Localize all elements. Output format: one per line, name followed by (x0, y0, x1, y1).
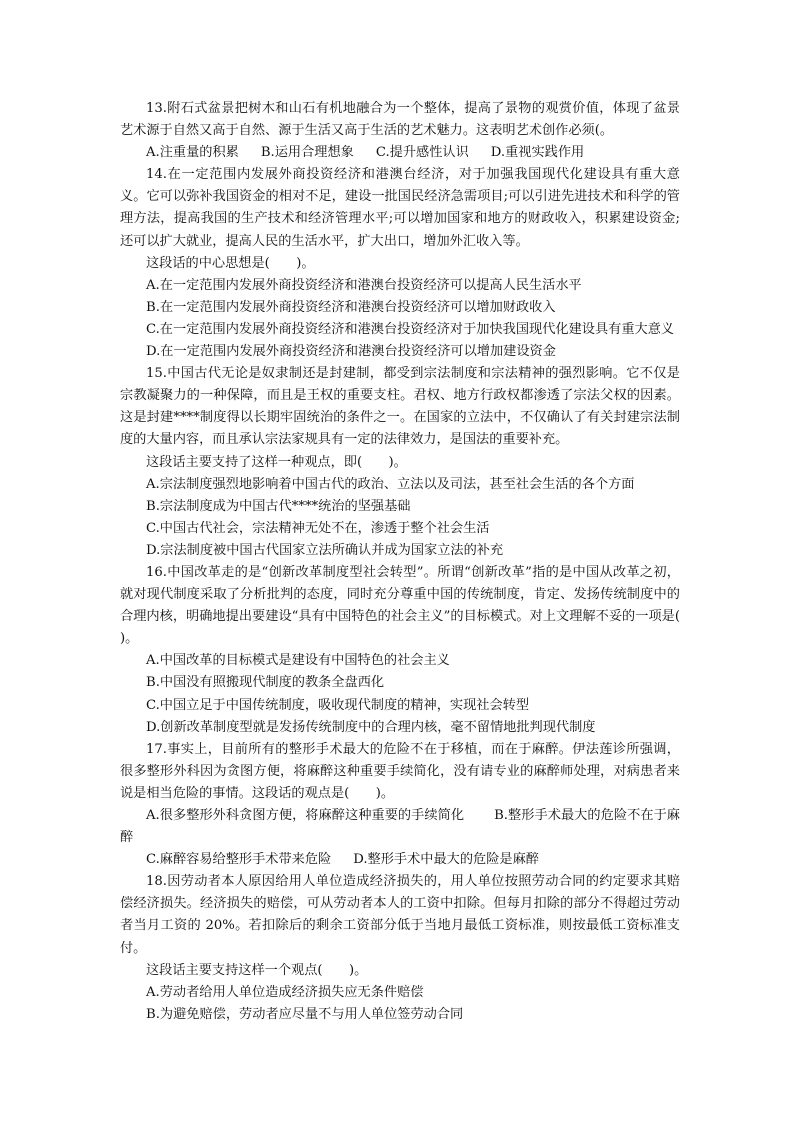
question-18-option-a: A.劳动者给用人单位造成经济损失应无条件赔偿 (146, 984, 424, 1000)
question-17-option-a: A.很多整形外科贪图方便，将麻醉这种重要的手续简化 (146, 808, 465, 823)
question-17-stem: 17.事实上，目前所有的整形手术最大的危险不在于移植，而在于麻醉。伊法莲诊所强调，很多整形外科因为贪图方便，将麻醉这种重要手续简化，没有请专业的麻醉师处理，对病患者来说是相当危险的事情。这段话的观点是( )。 (120, 741, 680, 801)
question-17-option-c: C.麻醉容易给整形手术带来危险 (146, 852, 332, 868)
question-15-option-b: B.宗法制度成为中国古代****统治的坚强基础 (146, 498, 411, 514)
question-17-option-b: B.整形手术最大的危险不在于麻醉 (120, 808, 680, 846)
question-18-prompt: 这段话主要支持这样一个观点( )。 (146, 962, 368, 978)
question-18-option-b: B.为避免赔偿，劳动者应尽量不与用人单位签劳动合同 (146, 1006, 464, 1022)
question-14-option-c: C.在一定范围内发展外商投资经济和港澳台投资经济对于加快我国现代化建设具有重大意义 (146, 321, 675, 337)
question-list (120, 98, 707, 1026)
question-17-options-ab (120, 805, 680, 849)
question-15-option-a: A.宗法制度强烈地影响着中国古代的政治、立法以及司法，甚至社会生活的各个方面 (146, 476, 635, 492)
question-14-option-a: A.在一定范围内发展外商投资经济和港澳台投资经济可以提高人民生活水平 (146, 277, 582, 293)
question-16-option-a: A.中国改革的目标模式是建设有中国特色的社会主义 (146, 653, 450, 669)
question-17-options-cd (120, 849, 680, 871)
question-13-option-a: A.注重量的积累 (146, 145, 239, 161)
question-14-stem: 14.在一定范围内发展外商投资经济和港澳台经济，对于加强我国现代化建设具有重大意义。它可以弥补我国资金的相对不足，建设一批国民经济急需项目;可以引进先进技术和科学的管理方法，提高我国的生产技术和经济管理水平;可以增加国家和地方的财政收入，积累建设资金;还可以扩大就业，提高人民的生活水平，扩大出口，增加外汇收入等。 (120, 167, 680, 249)
question-13-options (120, 142, 680, 164)
question-16-option-b: B.中国没有照搬现代制度的教条全盘西化 (146, 675, 385, 691)
question-13-stem: 13.附石式盆景把树木和山石有机地融合为一个整体，提高了景物的观赏价值，体现了盆景艺术源于自然又高于自然、源于生活又高于生活的艺术魅力。这表明艺术创作必须(。 (120, 101, 680, 139)
question-13-option-d: D.重视实践作用 (490, 145, 585, 161)
question-13-option-b: B.运用合理想象 (260, 145, 354, 161)
question-15-prompt: 这段话主要支持了这样一种观点，即( )。 (146, 454, 407, 470)
question-16-stem: 16.中国改革走的是“创新改革制度型社会转型”。所谓“创新改革”指的是中国从改革之初，就对现代制度采取了分析批判的态度，同时充分尊重中国的传统制度，肯定、发扬传统制度中的合理内核，明确地提出要建设“具有中国特色的社会主义”的目标模式。对上文理解不妥的一项是( )。 (120, 564, 707, 647)
question-17-option-d: D.整形手术中最大的危险是麻醉 (353, 852, 539, 868)
question-15-option-c: C.中国古代社会，宗法精神无处不在，渗透于整个社会生活 (146, 520, 490, 536)
question-14-option-b: B.在一定范围内发展外商投资经济和港澳台投资经济可以增加财政收入 (146, 299, 556, 315)
question-14-prompt: 这段话的中心思想是( )。 (146, 255, 315, 271)
question-18-stem: 18.因劳动者本人原因给用人单位造成经济损失的，用人单位按照劳动合同的约定要求其赔偿经济损失。经济损失的赔偿，可从劳动者本人的工资中扣除。但每月扣除的部分不得超过劳动者当月工资的 20%。若扣除后的剩余工资部分低于当地月最低工资标准，则按最低工资标准支付。 (120, 874, 680, 956)
question-16-option-d: D.创新改革制度型就是发扬传统制度中的合理内核，毫不留情地批判现代制度 (146, 719, 596, 735)
question-16-option-c: C.中国立足于中国传统制度，吸收现代制度的精神，实现社会转型 (146, 697, 530, 713)
question-14-option-d: D.在一定范围内发展外商投资经济和港澳台投资经济可以增加建设资金 (146, 344, 556, 360)
question-13-option-c: C.提升感性认识 (375, 145, 469, 161)
question-15-option-d: D.宗法制度被中国古代国家立法所确认并成为国家立法的补充 (146, 542, 504, 558)
question-15-stem: 15.中国古代无论是奴隶制还是封建制，都受到宗法制度和宗法精神的强烈影响。它不仅是宗教凝聚力的一种保障，而且是王权的重要支柱。君权、地方行政权都渗透了宗法父权的因素。这是封建****制度得以长期牢固统治的条件之一。在国家的立法中，不仅确认了有关封建宗法制度的大量内容，而且承认宗法家规具有一定的法律效力，是国法的重要补充。 (120, 366, 680, 448)
